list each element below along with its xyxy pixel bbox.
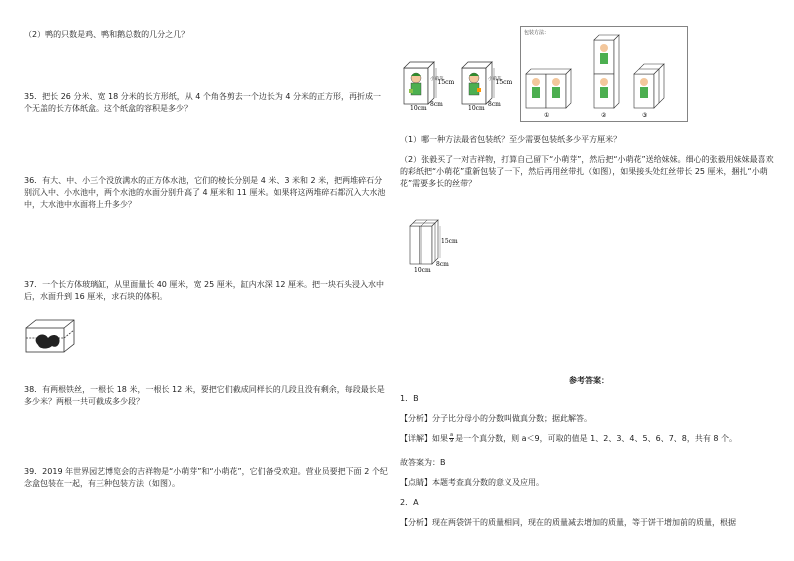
box1-height-label: 15cm [437, 79, 455, 86]
answer-1-detail [400, 433, 778, 445]
box1-side-label: 小萌芽 [430, 77, 444, 82]
answer-1-conclusion: 故答案为：B [400, 458, 446, 467]
box2-width-label: 10cm [468, 105, 485, 112]
single-box-figures [400, 56, 516, 112]
box2-depth-label: 8cm [488, 101, 501, 108]
packing-method-1-label: ① [544, 112, 550, 119]
answer-1-head: 1．B [400, 394, 419, 403]
packing-method-2-label: ② [601, 112, 607, 119]
box-xiaomenghua [462, 62, 512, 112]
question-39: 39．2019 年世界园艺博览会的吉祥物是“小萌芽”和“小萌花”，它们备受欢迎。营业员要把下面 2 个纪念盒包装在一起，有三种包装方法（如图）。 [24, 467, 388, 488]
packing-method-3-label: ③ [642, 112, 648, 119]
box2-height-label: 15cm [495, 79, 513, 86]
box2-side-label: 小萌花 [488, 77, 502, 82]
answers-title: 参考答案： [569, 376, 609, 385]
ribbon-box-depth-label: 8cm [436, 261, 449, 268]
stone-shape [36, 334, 60, 348]
box1-width-label: 10cm [410, 105, 427, 112]
question-36: 36．有大、中、小三个没放满水的正方体水池，它们的棱长分别是 4 米、3 米和 2 米，把两堆碎石分别沉入中、小水池中，两个水池的水面分别升高了 4 厘米和 11 厘米。如果将这两堆碎石都沉入大水池中，大水池中水面将上升多少？ [24, 176, 386, 209]
ribbon-box-figure [406, 216, 476, 276]
answer-1-analysis: 【分析】分子比分母小的分数叫做真分数；据此解答。 [400, 414, 592, 423]
fraction-a-over-9: $\frac{a}{9}$ [449, 432, 454, 444]
question-39-part-2: （2）张毅买了一对吉祥物，打算自己留下“小萌芽”，然后把“小萌花”送给妹妹。细心的张毅用妹妹最喜欢的彩纸把“小萌花”重新包装了一下，然后再用丝带扎（如图），如果接头处红丝带长 25 厘米，捆扎“小萌花”需要多长的丝带？ [400, 155, 774, 188]
question-37: 37．一个长方体玻璃缸，从里面量长 40 厘米，宽 25 厘米，缸内水深 12 厘米。把一块石头浸入水中后，水面升到 16 厘米，求石块的体积。 [24, 280, 384, 301]
packing-method-2 [594, 35, 619, 119]
question-38: 38．有两根铁丝，一根长 18 米，一根长 12 米，要把它们截成同样长的几段且没有剩余，每段最长是多少米？两根一共可截成多少段？ [24, 385, 385, 406]
answer-1-detail-post: 是一个真分数，则 a＜9，可取的值是 1、2、3、4、5、6、7、8，共有 8 个。 [455, 434, 738, 443]
answer-2-head: 2．A [400, 498, 419, 507]
question-39-part-1: （1）哪一种方法最省包装纸？至少需要包装纸多少平方厘米？ [400, 135, 622, 144]
question-prev-part-2: （2）鸭的只数是鸡、鸭和鹅总数的几分之几？ [24, 30, 190, 39]
glass-tank-figure [24, 316, 80, 356]
packing-methods-figure [520, 26, 688, 122]
answer-1-detail-pre: 【详解】如果 [400, 434, 448, 443]
answer-2-analysis: 【分析】现在两袋饼干的质量相同，现在的质量减去增加的质量，等于饼干增加前的质量，根据 [400, 518, 736, 527]
box-xiaomengya [404, 62, 454, 112]
ribbon-box-width-label: 10cm [414, 267, 431, 274]
box1-depth-label: 8cm [430, 101, 443, 108]
ribbon-box-height-label: 15cm [441, 238, 458, 245]
answer-1-comment: 【点睛】本题考查真分数的意义及应用。 [400, 478, 544, 487]
packing-methods-title: 包装方法： [524, 30, 550, 36]
question-35: 35．把长 26 分米、宽 18 分米的长方形纸，从 4 个角各剪去一个边长为 4 分米的正方形，再折成一个无盖的长方体纸盒。这个纸盒的容积是多少？ [24, 92, 382, 113]
